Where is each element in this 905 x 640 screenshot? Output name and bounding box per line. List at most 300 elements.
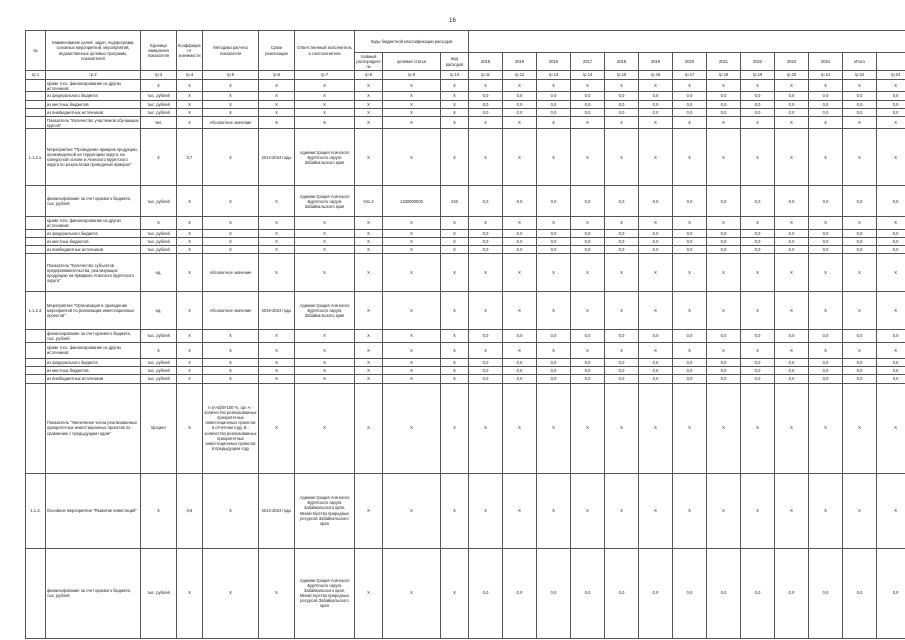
table-cell: X: [571, 80, 605, 92]
column-number: гр.11: [469, 71, 503, 80]
table-cell: X: [673, 80, 707, 92]
table-cell: X: [775, 129, 809, 186]
table-cell: 0,0: [537, 246, 571, 254]
table-cell: 0,9: [177, 473, 203, 548]
table-cell: 0,0: [673, 358, 707, 366]
table-cell: X: [843, 217, 877, 229]
table-cell: 0,0: [639, 108, 673, 116]
table-cell: 0,0: [877, 375, 905, 383]
table-cell: 0,0: [571, 366, 605, 374]
table-cell: 0,0: [843, 358, 877, 366]
table-cell: 0,0: [843, 186, 877, 217]
table-cell: 0,0: [877, 92, 905, 100]
table-cell: 0,0: [877, 100, 905, 108]
table-cell: X: [383, 473, 441, 548]
table-cell: X: [469, 473, 503, 548]
table-cell: 0,0: [741, 186, 775, 217]
row-name-cell: из федерального бюджета: [46, 92, 141, 100]
table-cell: X: [639, 292, 673, 330]
table-cell: 0,0: [809, 548, 843, 638]
table-cell: X: [203, 100, 259, 108]
row-number-cell: [26, 358, 46, 366]
column-number: гр.2: [46, 71, 141, 80]
row-number-cell: [26, 117, 46, 129]
row-name-cell: из внебюджетных источников: [46, 108, 141, 116]
table-row: [26, 117, 905, 129]
table-cell: 0,0: [741, 548, 775, 638]
table-cell: X: [259, 342, 295, 358]
table-cell: 0,0: [469, 229, 503, 237]
table-cell: 0,0: [707, 246, 741, 254]
table-cell: X: [809, 129, 843, 186]
table-cell: тыс. рублей: [141, 330, 177, 342]
table-cell: X: [605, 342, 639, 358]
table-cell: X: [383, 548, 441, 638]
table-cell: X: [259, 358, 295, 366]
table-cell: X: [809, 217, 843, 229]
row-number-cell: [26, 383, 46, 473]
table-cell: 0,0: [639, 375, 673, 383]
table-cell: X: [469, 80, 503, 92]
table-cell: 0,0: [605, 358, 639, 366]
table-cell: 0,0: [503, 237, 537, 245]
table-cell: X: [571, 292, 605, 330]
table-cell: X: [295, 375, 355, 383]
table-cell: 0,0: [843, 246, 877, 254]
table-row: [26, 186, 905, 217]
table-cell: X: [441, 246, 469, 254]
table-cell: 0,0: [639, 186, 673, 217]
table-cell: 0,0: [639, 330, 673, 342]
table-cell: 0,0: [843, 375, 877, 383]
table-cell: X: [673, 217, 707, 229]
table-cell: 0,0: [707, 108, 741, 116]
header-method: Методика расчета показателя: [203, 31, 259, 71]
table-cell: X: [605, 254, 639, 292]
table-cell: Абсолютное значение: [203, 117, 259, 129]
row-number-cell: [26, 548, 46, 638]
table-cell: 0,0: [741, 100, 775, 108]
header-year: 2024: [809, 53, 843, 71]
table-cell: 0,0: [469, 548, 503, 638]
table-cell: X: [441, 358, 469, 366]
table-cell: 0,0: [673, 366, 707, 374]
table-cell: 1330000000: [383, 186, 441, 217]
table-cell: X: [707, 217, 741, 229]
table-cell: X: [441, 330, 469, 342]
column-number: гр.8: [355, 71, 383, 80]
table-cell: X: [355, 358, 383, 366]
table-cell: X: [355, 100, 383, 108]
table-cell: X: [639, 473, 673, 548]
table-cell: 0,0: [843, 330, 877, 342]
table-cell: Администрация Агинского Бурятского округа Забайкальского края: [295, 186, 355, 217]
table-cell: 0,0: [605, 100, 639, 108]
table-cell: 0,0: [707, 100, 741, 108]
table-cell: 0,0: [503, 229, 537, 237]
table-cell: X: [877, 129, 905, 186]
table-cell: X: [843, 80, 877, 92]
row-number-cell: [26, 108, 46, 116]
header-bk-sub: целевая статья: [383, 53, 441, 71]
table-cell: 240: [441, 186, 469, 217]
table-cell: X: [177, 100, 203, 108]
table-cell: X: [707, 129, 741, 186]
table-cell: 0,0: [537, 366, 571, 374]
table-cell: X: [203, 129, 259, 186]
table-cell: X: [503, 342, 537, 358]
table-cell: 0,0: [707, 229, 741, 237]
table-cell: 0,0: [503, 330, 537, 342]
table-cell: 0,0: [809, 330, 843, 342]
header-year: 2018: [469, 53, 503, 71]
table-cell: X: [775, 342, 809, 358]
column-number: гр.14: [571, 71, 605, 80]
table-cell: 0,0: [877, 108, 905, 116]
table-row: [26, 366, 905, 374]
table-cell: 0,0: [809, 237, 843, 245]
table-cell: X: [383, 358, 441, 366]
table-cell: X: [259, 237, 295, 245]
table-cell: 0,0: [809, 375, 843, 383]
table-cell: X: [441, 80, 469, 92]
table-cell: X: [571, 383, 605, 473]
table-cell: X: [177, 254, 203, 292]
table-cell: тыс. рублей: [141, 548, 177, 638]
table-cell: X: [383, 383, 441, 473]
table-cell: 0,0: [707, 237, 741, 245]
table-cell: X: [673, 292, 707, 330]
table-cell: 0,0: [639, 92, 673, 100]
table-row: [26, 108, 905, 116]
table-cell: 0,0: [639, 229, 673, 237]
table-cell: 0,0: [843, 237, 877, 245]
row-name-cell: из местных бюджетов: [46, 366, 141, 374]
table-cell: X: [441, 92, 469, 100]
table-cell: X: [877, 342, 905, 358]
table-cell: X: [177, 292, 203, 330]
table-cell: X: [537, 292, 571, 330]
table-cell: X: [605, 473, 639, 548]
table-cell: X: [571, 342, 605, 358]
table-cell: X: [383, 254, 441, 292]
table-cell: 0,0: [571, 92, 605, 100]
table-cell: X: [741, 473, 775, 548]
table-cell: X: [141, 80, 177, 92]
table-cell: X: [441, 217, 469, 229]
table-cell: X: [355, 117, 383, 129]
table-cell: 0,0: [707, 330, 741, 342]
table-row: [26, 237, 905, 245]
table-cell: X: [441, 342, 469, 358]
table-cell: тыс. рублей: [141, 246, 177, 254]
table-cell: 0,0: [469, 366, 503, 374]
table-cell: X: [639, 383, 673, 473]
row-name-cell: Показатель "Увеличение числа реализованных приоритетных инвестиционных проектов по сравнению с предыдущим годом": [46, 383, 141, 473]
table-cell: X: [809, 117, 843, 129]
table-cell: X: [537, 80, 571, 92]
table-cell: 0,0: [537, 186, 571, 217]
table-cell: X: [503, 80, 537, 92]
table-cell: 0,0: [605, 92, 639, 100]
table-cell: X: [639, 117, 673, 129]
row-name-cell: кроме того, финансирование из других источников:: [46, 80, 141, 92]
column-number: гр.16: [639, 71, 673, 80]
header-name: Наименование целей, задач, подпрограмм, основных мероприятий, мероприятий, ведомственных целевых программ, показателей: [46, 31, 141, 71]
table-cell: 0,0: [639, 366, 673, 374]
table-row: [26, 80, 905, 92]
table-cell: X: [673, 254, 707, 292]
table-cell: X: [809, 383, 843, 473]
table-cell: X: [383, 80, 441, 92]
table-cell: X: [503, 117, 537, 129]
table-cell: X: [259, 80, 295, 92]
table-cell: X: [843, 383, 877, 473]
table-cell: тыс. рублей: [141, 366, 177, 374]
table-cell: X: [441, 117, 469, 129]
header-year: 2019: [503, 53, 537, 71]
table-cell: I=(А-Б)/Б*100 %, где А - количество реализованных приоритетных инвестиционных проектов в отчетном году, Б - количество реализованных приоритетных инвестиционных проектов в предыдущем году: [203, 383, 259, 473]
table-cell: X: [259, 366, 295, 374]
table-cell: X: [605, 383, 639, 473]
table-cell: 0,0: [605, 186, 639, 217]
table-cell: 0,0: [775, 366, 809, 374]
table-cell: X: [259, 375, 295, 383]
table-cell: процент: [141, 383, 177, 473]
table-cell: X: [355, 254, 383, 292]
table-cell: X: [203, 330, 259, 342]
table-row: [26, 100, 905, 108]
table-cell: X: [775, 117, 809, 129]
table-row: [26, 358, 905, 366]
table-cell: 0,0: [469, 186, 503, 217]
table-cell: X: [537, 254, 571, 292]
row-name-cell: Показатель "Количество участников обучающих курсов": [47, 117, 139, 128]
table-cell: 0,0: [775, 237, 809, 245]
table-cell: X: [383, 129, 441, 186]
table-cell: тыс. рублей: [141, 108, 177, 116]
table-cell: 0,0: [775, 358, 809, 366]
table-cell: 0,0: [571, 375, 605, 383]
table-cell: X: [383, 217, 441, 229]
table-cell: X: [203, 358, 259, 366]
table-cell: 0,0: [843, 100, 877, 108]
table-cell: Администрация Агинского Бурятского округа Забайкальского края: [295, 129, 355, 186]
table-cell: 0,0: [469, 100, 503, 108]
table-cell: 0,0: [571, 548, 605, 638]
table-cell: X: [571, 129, 605, 186]
table-cell: X: [295, 229, 355, 237]
table-cell: X: [809, 292, 843, 330]
table-cell: X: [203, 92, 259, 100]
table-cell: тыс. рублей: [141, 358, 177, 366]
table-cell: X: [177, 358, 203, 366]
table-cell: X: [605, 292, 639, 330]
table-cell: тыс. рублей: [141, 237, 177, 245]
table-cell: X: [355, 330, 383, 342]
table-cell: X: [355, 237, 383, 245]
row-number-cell: [26, 237, 46, 245]
table-row: [26, 330, 905, 342]
header-unit: Единица измерения показателя: [141, 31, 177, 71]
table-cell: 0,0: [469, 330, 503, 342]
table-cell: 0,0: [673, 330, 707, 342]
table-cell: X: [203, 108, 259, 116]
table-cell: 0,0: [639, 246, 673, 254]
table-cell: X: [673, 117, 707, 129]
table-cell: X: [571, 254, 605, 292]
column-number: гр.12: [503, 71, 537, 80]
table-cell: X: [843, 473, 877, 548]
table-cell: X: [259, 229, 295, 237]
header-year: 2020: [673, 53, 707, 71]
table-cell: 0,0: [673, 229, 707, 237]
table-cell: X: [259, 330, 295, 342]
table-cell: X: [355, 129, 383, 186]
table-cell: X: [775, 383, 809, 473]
table-cell: X: [355, 80, 383, 92]
table-row: [26, 92, 905, 100]
table-cell: 0,0: [741, 330, 775, 342]
table-row: [26, 292, 905, 330]
table-cell: X: [177, 548, 203, 638]
table-cell: 0,0: [605, 229, 639, 237]
table-cell: 0,0: [639, 237, 673, 245]
table-cell: 0,0: [537, 237, 571, 245]
table-cell: 0,0: [775, 186, 809, 217]
table-cell: 0,0: [605, 108, 639, 116]
table-cell: X: [383, 246, 441, 254]
table-cell: 0,0: [503, 186, 537, 217]
table-cell: X: [177, 229, 203, 237]
table-cell: X: [441, 254, 469, 292]
table-cell: X: [605, 117, 639, 129]
table-cell: 0,0: [639, 548, 673, 638]
table-cell: 0,0: [775, 229, 809, 237]
table-cell: 0,0: [605, 366, 639, 374]
row-number-cell: [26, 366, 46, 374]
table-cell: 0,0: [877, 246, 905, 254]
table-cell: 0,0: [673, 246, 707, 254]
table-cell: 0,0: [741, 366, 775, 374]
table-cell: X: [741, 217, 775, 229]
table-cell: 0,0: [605, 375, 639, 383]
header-year: 2023: [775, 53, 809, 71]
table-cell: X: [259, 548, 295, 638]
table-cell: X: [503, 254, 537, 292]
table-cell: X: [383, 229, 441, 237]
table-cell: X: [877, 117, 905, 129]
row-number-cell: [26, 217, 46, 229]
table-cell: X: [259, 254, 295, 292]
table-cell: 0,0: [469, 246, 503, 254]
table-cell: 0,0: [503, 548, 537, 638]
table-cell: 0,0: [809, 100, 843, 108]
table-cell: 0,0: [809, 246, 843, 254]
table-cell: X: [383, 92, 441, 100]
table-cell: X: [203, 80, 259, 92]
table-cell: тыс. рублей: [141, 186, 177, 217]
table-cell: X: [295, 358, 355, 366]
row-number-cell: 1.1.2.1.: [26, 129, 46, 186]
row-name-cell: кроме того, финансирование из других источников:: [46, 342, 141, 358]
table-cell: X: [441, 237, 469, 245]
table-cell: тыс. рублей: [141, 375, 177, 383]
table-cell: 0,0: [639, 358, 673, 366]
table-cell: X: [843, 292, 877, 330]
row-number-cell: [26, 375, 46, 383]
table-cell: тыс. рублей: [141, 92, 177, 100]
row-name-cell: Мероприятие "Проведение ярмарок продукции, произведенной на территории округа, на конкурсной основе и Агинского Бурятского округа по результатам проведения ярмарок": [46, 129, 141, 186]
table-cell: 0,0: [741, 358, 775, 366]
table-cell: X: [295, 80, 355, 92]
table-cell: 0,0: [843, 366, 877, 374]
column-number-row: [26, 71, 905, 80]
table-cell: X: [383, 330, 441, 342]
table-cell: X: [177, 92, 203, 100]
table-cell: X: [203, 186, 259, 217]
table-cell: 0,0: [673, 186, 707, 217]
table-cell: 0,0: [741, 237, 775, 245]
table-cell: 0,0: [809, 108, 843, 116]
column-number: гр.6: [259, 71, 295, 80]
table-cell: 0,0: [537, 108, 571, 116]
table-cell: X: [295, 92, 355, 100]
table-cell: X: [441, 108, 469, 116]
table-cell: X: [639, 217, 673, 229]
header-budget-codes: Коды бюджетной классификации расходов: [355, 31, 469, 53]
table-cell: 0,0: [843, 229, 877, 237]
table-cell: X: [441, 100, 469, 108]
table-cell: X: [809, 254, 843, 292]
table-cell: 0,0: [537, 330, 571, 342]
table-cell: 0,0: [775, 246, 809, 254]
table-cell: 0,0: [843, 108, 877, 116]
table-cell: X: [383, 342, 441, 358]
table-cell: X: [355, 473, 383, 548]
table-cell: X: [203, 246, 259, 254]
row-name-cell: из федерального бюджета: [46, 229, 141, 237]
table-cell: X: [259, 217, 295, 229]
header-year: 2016: [537, 53, 571, 71]
table-cell: X: [503, 292, 537, 330]
table-cell: 0,0: [877, 366, 905, 374]
table-cell: X: [259, 117, 295, 129]
table-cell: X: [605, 80, 639, 92]
table-cell: X: [177, 217, 203, 229]
table-cell: X: [141, 129, 177, 186]
table-cell: X: [383, 100, 441, 108]
column-number: гр.18: [707, 71, 741, 80]
header-no: №: [26, 31, 46, 71]
table-cell: X: [177, 246, 203, 254]
table-cell: 0,0: [503, 92, 537, 100]
table-cell: X: [355, 217, 383, 229]
row-number-cell: [26, 186, 46, 217]
header-bk-sub: вид расходов: [441, 53, 469, 71]
page-number: 16: [449, 18, 456, 24]
header-coefficient: Коэффициент значимости: [177, 31, 203, 71]
table-cell: X: [775, 292, 809, 330]
table-cell: Администрация Агинского Бурятского округа Забайкальского края, Министерство природных ресурсов Забайкальского края: [295, 473, 355, 548]
table-cell: X: [639, 342, 673, 358]
column-number: гр.1: [26, 71, 46, 80]
table-cell: X: [383, 292, 441, 330]
table-cell: X: [469, 117, 503, 129]
table-cell: X: [537, 117, 571, 129]
table-cell: 0,0: [605, 246, 639, 254]
table-cell: X: [295, 254, 355, 292]
